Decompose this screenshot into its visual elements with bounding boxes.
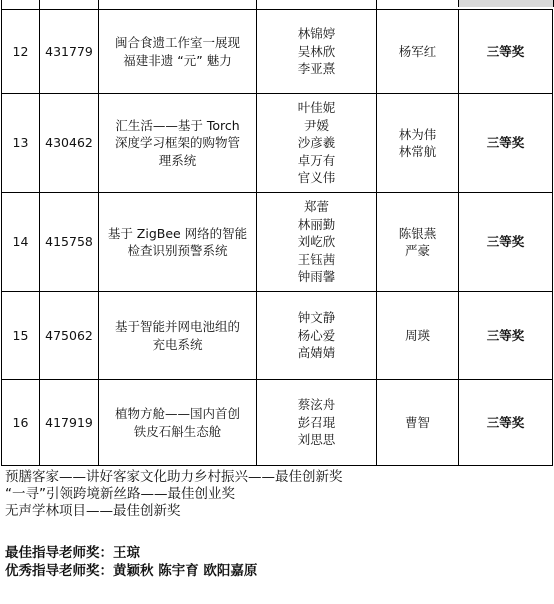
special-award-line: “一寻”引领跨境新丝路——最佳创业奖 [5, 486, 235, 502]
table-row [2, 193, 553, 292]
project-name-text: 福建非遗 “元” 魅力 [123, 52, 232, 68]
project-code [40, 94, 99, 193]
project-name-text: 汇生活——基于 Torch [115, 117, 240, 133]
best-advisor-award: 最佳指导老师奖：王琼 [5, 545, 140, 561]
team-members-text: 林丽勤 [297, 216, 336, 232]
award-level [459, 10, 553, 94]
advisor [377, 193, 459, 292]
header-shade [458, 0, 554, 7]
team-members-text: 林锦婷 [297, 26, 336, 42]
award-level-text: 三等奖 [486, 327, 525, 343]
project-name [99, 94, 257, 193]
team-members-text: 李亚熹 [297, 61, 336, 77]
award-level [459, 380, 553, 466]
team-members [257, 94, 377, 193]
table-top-edge [0, 0, 554, 9]
team-members [257, 193, 377, 292]
table-row [2, 10, 553, 94]
team-members [257, 10, 377, 94]
award-level [459, 193, 553, 292]
project-name-text: 检查识别预警系统 [127, 243, 228, 258]
team-members-text: 蔡泫舟 [297, 397, 336, 413]
project-name-text: 铁皮石斛生态舱 [133, 423, 222, 439]
special-award-line: 预膳客家——讲好客家文化助力乡村振兴——最佳创新奖 [5, 469, 343, 485]
advisor-text: 曹智 [404, 414, 430, 430]
project-name-text: 理系统 [158, 152, 197, 168]
special-awards [5, 469, 343, 520]
divider [39, 0, 40, 9]
team-members-text: 彭召琨 [297, 414, 336, 430]
project-name [99, 380, 257, 466]
project-code [40, 10, 99, 94]
award-level [459, 94, 553, 193]
project-code [40, 193, 99, 292]
divider [98, 0, 99, 9]
row-index-text: 15 [12, 327, 29, 343]
team-members-text: 杨心爱 [297, 327, 336, 343]
team-members-text: 尹媛 [303, 117, 329, 133]
award-level-text: 三等奖 [486, 43, 525, 59]
team-members-text: 叶佳妮 [297, 100, 336, 116]
team-members-text: 刘思思 [297, 432, 336, 448]
project-code-text: 431779 [45, 43, 93, 59]
row-index [2, 292, 40, 380]
project-code [40, 292, 99, 380]
divider [376, 0, 377, 9]
row-index [2, 380, 40, 466]
project-name-text: 闽合食遗工作室一展现 [114, 35, 240, 50]
team-members-text: 官义伟 [297, 170, 336, 186]
advisor-text: 周瑛 [404, 327, 430, 343]
project-code-text: 430462 [45, 135, 93, 151]
advisor-text: 陈银燕 [398, 225, 437, 241]
special-award-line: 无声学林项目——最佳创新奖 [5, 503, 181, 519]
row-index-text: 14 [12, 234, 29, 250]
team-members [257, 380, 377, 466]
project-code-text: 415758 [45, 234, 93, 250]
project-name-text: 充电系统 [152, 336, 203, 352]
teacher-awards [5, 544, 257, 580]
advisor [377, 292, 459, 380]
project-name [99, 292, 257, 380]
project-name [99, 193, 257, 292]
divider [256, 0, 257, 9]
team-members [257, 292, 377, 380]
advisor [377, 94, 459, 193]
project-code-text: 475062 [45, 327, 93, 343]
award-level-text: 三等奖 [486, 135, 525, 151]
award-level [459, 292, 553, 380]
project-code-text: 417919 [45, 414, 93, 430]
row-index [2, 94, 40, 193]
project-code [40, 380, 99, 466]
project-name-text: 深度学习框架的购物管 [114, 135, 240, 151]
awards-table [1, 9, 553, 466]
award-level-text: 三等奖 [486, 414, 525, 430]
table-row [2, 292, 553, 380]
advisor-text: 严豪 [404, 243, 430, 258]
row-index-text: 16 [12, 414, 29, 430]
team-members-text: 刘屹欣 [297, 234, 336, 250]
row-index-text: 13 [12, 135, 29, 151]
row-index [2, 10, 40, 94]
divider [1, 0, 2, 9]
team-members-text: 钟文静 [297, 310, 336, 326]
excellent-advisor-award: 优秀指导老师奖：黄颖秋 陈宇育 欧阳嘉原 [5, 563, 258, 579]
project-name-text: 基于 ZigBee 网络的智能 [107, 225, 248, 241]
advisor [377, 380, 459, 466]
advisor-text: 林为伟 [398, 126, 437, 142]
advisor-text: 林常航 [398, 144, 437, 159]
table-row [2, 94, 553, 193]
project-name [99, 10, 257, 94]
row-index-text: 12 [12, 43, 29, 59]
team-members-text: 吴林欣 [297, 43, 336, 59]
row-index [2, 193, 40, 292]
team-members-text: 沙彦羲 [297, 135, 336, 151]
project-name-text: 植物方舱——国内首创 [114, 406, 240, 421]
advisor-text: 杨军红 [398, 43, 437, 59]
table-body [2, 10, 553, 466]
team-members-text: 钟雨馨 [297, 269, 336, 285]
award-level-text: 三等奖 [486, 234, 525, 250]
team-members-text: 郑蕾 [303, 199, 329, 215]
team-members-text: 卓万有 [297, 152, 336, 168]
team-members-text: 王钰茜 [297, 251, 336, 267]
project-name-text: 基于智能并网电池组的 [114, 319, 240, 334]
advisor [377, 10, 459, 94]
team-members-text: 高婧婧 [297, 345, 336, 361]
table-row [2, 380, 553, 466]
